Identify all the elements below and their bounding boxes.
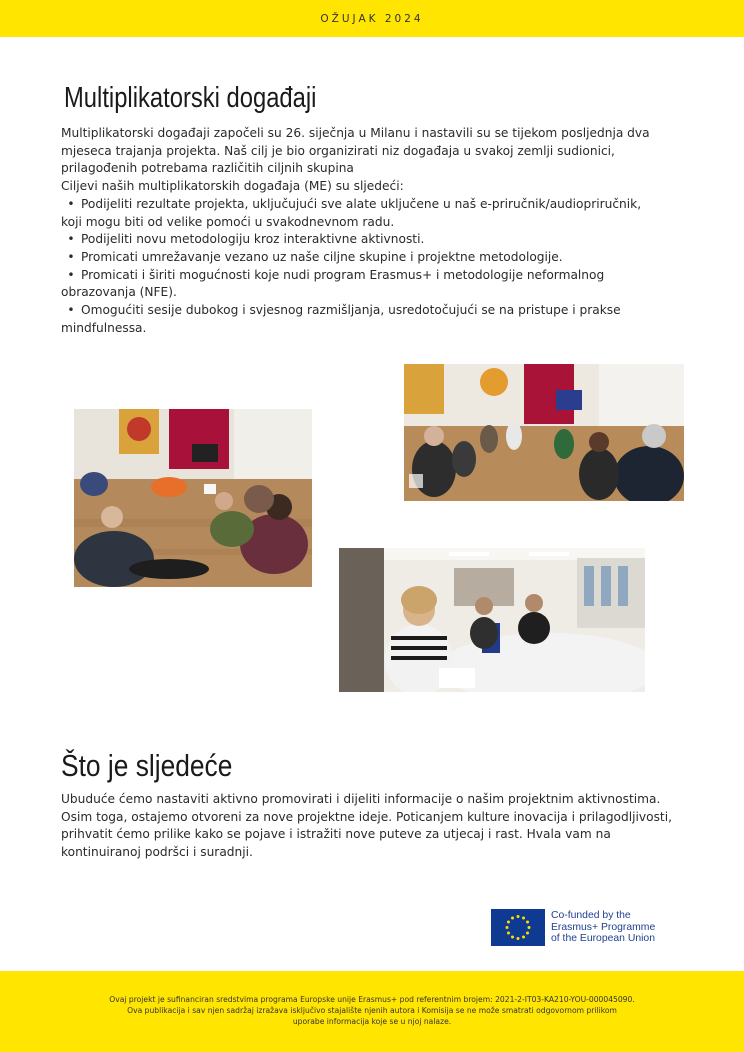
body-line: Ubuduće ćemo nastaviti aktivno promovirati i dijeliti informacije o našim projektnim aktivnostima.	[61, 792, 661, 806]
bullet-icon: •	[67, 249, 75, 264]
photo-table-presentation	[339, 548, 645, 692]
eu-star-icon	[507, 921, 510, 924]
bullet-continuation: koji mogu biti od velike pomoći u svakodnevnom radu.	[61, 214, 395, 229]
body-line: prihvatit ćemo prilike kako se pojave i istražiti nove puteve za utjecaj i rast. Hvala vam na	[61, 827, 611, 842]
intro-line: mjeseca trajanja projekta. Naš cilj je bio organizirati niz događaja u svakoj zemlji sudionici,	[61, 143, 615, 158]
bullet-item: • Omogućiti sesije dubokog i svjesnog razmišljanja, usredotočujući se na pristupe i prakse	[61, 302, 681, 320]
issue-date: OŽUJAK 2024	[320, 12, 424, 25]
eu-star-icon	[506, 926, 509, 929]
header-band	[0, 0, 744, 37]
whats-next-body	[61, 791, 681, 862]
eu-star-icon	[517, 937, 520, 940]
intro-line: Ciljevi naših multiplikatorskih događaja (ME) su sljedeći:	[61, 179, 404, 194]
eu-star-icon	[522, 916, 525, 919]
eu-star-icon	[517, 915, 520, 918]
bullet-icon: •	[67, 303, 75, 318]
body-line: kontinuiranoj podršci i suradnji.	[61, 845, 253, 860]
eu-star-icon	[526, 921, 529, 924]
bullet-continuation: obrazovanja (NFE).	[61, 285, 177, 300]
bullet-icon: •	[67, 232, 75, 247]
footer-disclaimer-line: Ovaj projekt je sufinanciran sredstvima programa Europske unije Erasmus+ pod referentnim brojem: 2021-2-IT03-KA210-YOU-000045090.	[109, 995, 635, 1005]
eu-star-icon	[526, 932, 529, 935]
section-title-whats-next: Što je sljedeće	[61, 748, 233, 783]
bullet-continuation: mindfulnessa.	[61, 320, 147, 335]
eu-star-icon	[511, 936, 514, 939]
photo-floor-workshop	[74, 409, 312, 587]
section-title-multiplier-events: Multiplikatorski događaji	[64, 82, 317, 114]
eu-star-icon	[511, 916, 514, 919]
bullet-item: • Promicati umrežavanje vezano uz naše ciljne skupine i projektne metodologije.	[61, 249, 681, 267]
intro-line: Multiplikatorski događaji započeli su 26. siječnja u Milanu i nastavili su se tijekom posljednja dva	[61, 126, 650, 140]
eu-logo-text: Co-funded by the Erasmus+ Programme of the European Union	[551, 909, 656, 945]
eu-flag-icon	[491, 909, 545, 946]
intro-line: prilagođenih potrebama različitih ciljnih skupina	[61, 161, 354, 176]
footer-disclaimer-line: uporabe informacija koje se u njoj nalaze.	[292, 1016, 452, 1026]
eu-star-icon	[528, 926, 531, 929]
footer-disclaimer-line: Ova publikacija i sav njen sadržaj izražava isključivo stajalište njenih autora i Komisija se ne može smatrati odgovornom prilikom	[127, 1006, 617, 1016]
bullet-icon: •	[67, 267, 75, 282]
bullet-item: • Promicati i širiti mogućnosti koje nudi program Erasmus+ i metodologije neformalnog	[61, 267, 681, 285]
photo-circle-session	[404, 364, 684, 501]
bullet-item: • Podijeliti rezultate projekta, uključujući sve alate uključene u naš e-priručnik/audiopriručnik,	[61, 196, 681, 214]
footer-band	[0, 971, 744, 1052]
eu-cofunded-logo	[491, 909, 655, 946]
eu-star-icon	[522, 936, 525, 939]
bullet-item: • Podijeliti novu metodologiju kroz interaktivne aktivnosti.	[61, 231, 681, 249]
multiplier-events-body	[61, 125, 681, 337]
eu-star-icon	[507, 932, 510, 935]
body-line: Osim toga, ostajemo otvoreni za nove projektne ideje. Poticanjem kulture inovacija i prilagodljivosti,	[61, 809, 672, 824]
bullet-icon: •	[67, 196, 75, 211]
